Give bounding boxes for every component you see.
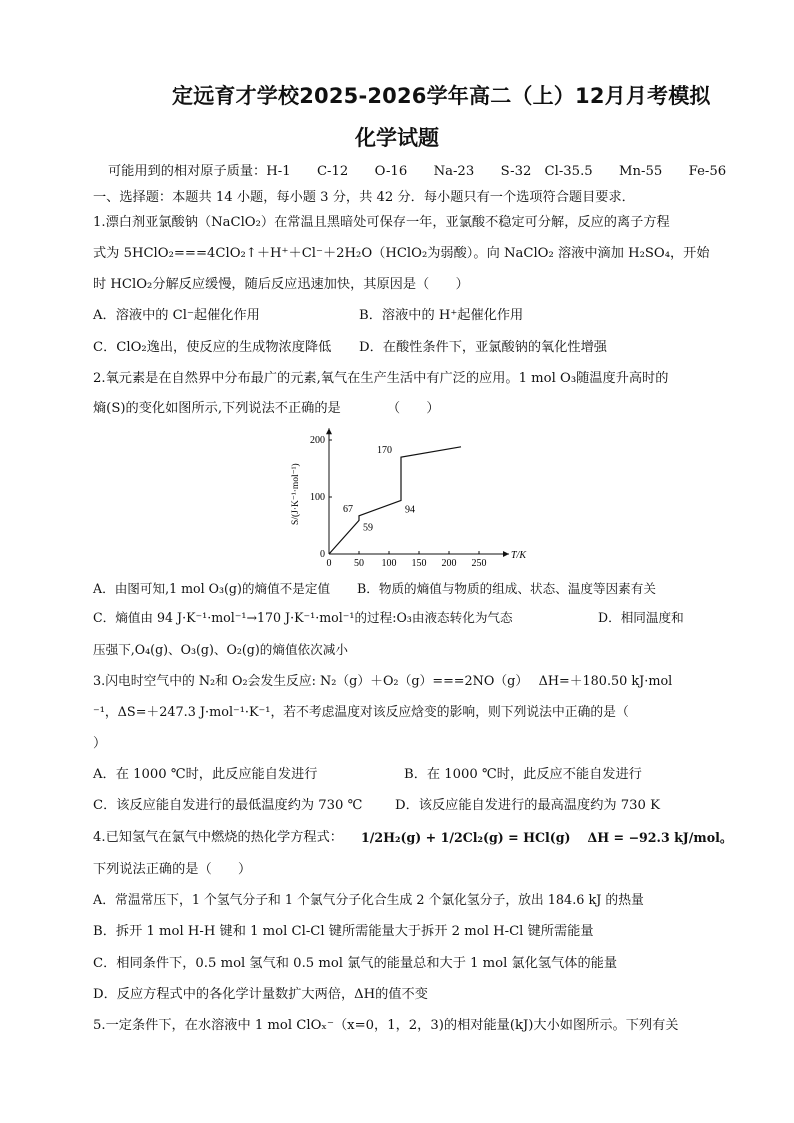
q4-option-b: B．拆开 1 mol H-H 键和 1 mol Cl-Cl 键所需能量大于拆开 2 mol H-Cl 键所需能量 <box>93 924 594 939</box>
q4-option-a: A．常温常压下，1 个氢气分子和 1 个氯气分子化合生成 2 个氯化氢分子，放出 184.6 kJ 的热量 <box>93 893 644 908</box>
q3-line-3: ） <box>93 736 107 751</box>
x-axis-label: T/K <box>511 550 527 561</box>
q4-equation: 1/2H₂(g) + 1/2Cl₂(g) = HCl(g) ΔH = −92.3 kJ/mol。 <box>361 830 733 845</box>
x-tick-label: 0 <box>326 558 332 569</box>
data-label: 94 <box>405 504 415 516</box>
q1-option-a: A．溶液中的 Cl⁻起催化作用 <box>93 308 260 323</box>
y-tick-label: 200 <box>310 435 325 446</box>
y-tick-label: 0 <box>320 549 325 560</box>
y-tick-label: 100 <box>310 492 325 503</box>
q2-option-d-cont: 压强下,O₄(g)、O₃(g)、O₂(g)的熵值依次减小 <box>93 642 348 657</box>
entropy-series-line <box>329 447 461 554</box>
q2-option-c: C．熵值由 94 J·K⁻¹·mol⁻¹→170 J·K⁻¹·mol⁻¹的过程:O₃由液态转化为气态 <box>93 610 513 625</box>
q2-line-2: 熵(S)的变化如图所示,下列说法不正确的是 （ ） <box>93 401 440 416</box>
q1-line-3: 时 HClO₂分解反应缓慢，随后反应迅速加快，其原因是（ ） <box>93 277 469 292</box>
q1-option-c: C．ClO₂逸出，使反应的生成物浓度降低 <box>93 340 332 355</box>
data-label: 170 <box>377 445 392 457</box>
q2-option-b: B．物质的熵值与物质的组成、状态、温度等因素有关 <box>357 581 656 596</box>
q3-option-a: A．在 1000 ℃时，此反应能自发进行 <box>93 767 318 782</box>
q4-option-d: D．反应方程式中的各化学计量数扩大两倍，ΔH的值不变 <box>93 987 428 1002</box>
atomic-masses-line: 可能用到的相对原子质量：H-1 C-12 O-16 Na-23 S-32 Cl-35.5 Mn-55 Fe-56 <box>108 164 727 179</box>
q4-option-c: C．相同条件下，0.5 mol 氢气和 0.5 mol 氯气的能量总和大于 1 mol 氯化氢气体的能量 <box>93 956 618 971</box>
x-tick-label: 150 <box>411 558 427 569</box>
data-label: 67 <box>343 503 353 515</box>
data-label: 59 <box>363 522 373 534</box>
q4-line-1-text: 4.已知氢气在氯气中燃烧的热化学方程式： <box>93 830 343 845</box>
q4-line-2: 下列说法正确的是（ ） <box>93 862 252 877</box>
q3-line-1: 3.闪电时空气中的 N₂和 O₂会发生反应: N₂（g）＋O₂（g）===2NO（g） ΔH=＋180.50 kJ·mol <box>93 674 673 689</box>
section-heading: 一、选择题：本题共 14 小题，每小题 3 分，共 42 分．每小题只有一个选项符合题目要求． <box>93 190 635 205</box>
q3-option-d: D．该反应能自发进行的最高温度约为 730 K <box>395 798 660 813</box>
q2-option-a: A．由图可知,1 mol O₃(g)的熵值不是定值 <box>93 581 331 596</box>
q1-option-b: B．溶液中的 H⁺起催化作用 <box>359 308 524 323</box>
q1-option-d: D．在酸性条件下，亚氯酸钠的氧化性增强 <box>359 340 607 355</box>
q2-option-d: D．相同温度和 <box>598 610 684 625</box>
x-axis-arrow <box>503 551 509 557</box>
x-tick-label: 50 <box>354 558 364 569</box>
entropy-chart <box>282 424 527 576</box>
q3-option-c: C．该反应能自发进行的最低温度约为 730 ℃ <box>93 798 363 813</box>
q3-option-b: B．在 1000 ℃时，此反应不能自发进行 <box>404 767 642 782</box>
q3-line-2: ⁻¹，ΔS=＋247.3 J·mol⁻¹·K⁻¹，若不考虑温度对该反应焓变的影响，则下列说法中正确的是（ <box>93 705 629 720</box>
x-tick-label: 250 <box>471 558 487 569</box>
page-title: 定远育才学校2025-2026学年高二（上）12月月考模拟 <box>172 84 711 108</box>
page-subtitle: 化学试题 <box>355 126 439 150</box>
q1-line-1: 1.漂白剂亚氯酸钠（NaClO₂）在常温且黑暗处可保存一年，亚氯酸不稳定可分解，反应的离子方程 <box>93 215 670 230</box>
y-axis-arrow <box>326 428 332 434</box>
q2-line-1: 2.氧元素是在自然界中分布最广的元素,氧气在生产生活中有广泛的应用。1 mol O₃随温度升高时的 <box>93 371 669 386</box>
x-tick-label: 100 <box>381 558 397 569</box>
y-axis-label: S/(J·K⁻¹·mol⁻¹) <box>291 463 301 525</box>
q1-line-2: 式为 5HClO₂===4ClO₂↑＋H⁺＋Cl⁻＋2H₂O（HClO₂为弱酸）。向 NaClO₂ 溶液中滴加 H₂SO₄，开始 <box>93 246 710 261</box>
q5-line-1: 5.一定条件下，在水溶液中 1 mol ClOₓ⁻（x=0，1，2，3)的相对能量(kJ)大小如图所示。下列有关 <box>93 1018 679 1033</box>
x-tick-label: 200 <box>441 558 457 569</box>
